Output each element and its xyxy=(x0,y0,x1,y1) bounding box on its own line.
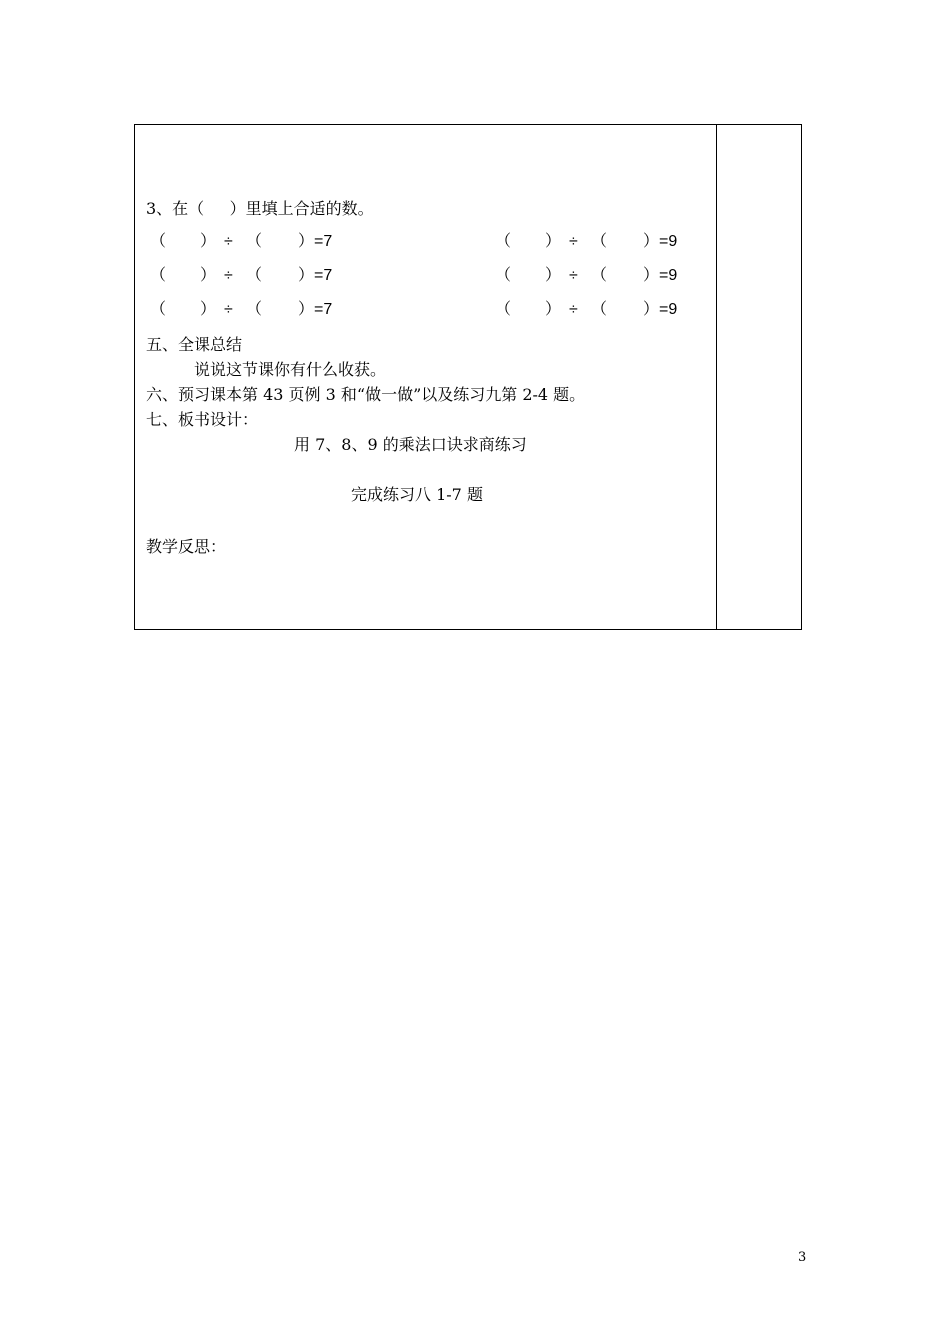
teaching-reflection-label: 教学反思： xyxy=(146,537,227,556)
equation-open-paren: （ xyxy=(495,267,512,284)
equation-left-1 xyxy=(150,232,350,252)
equation-left-3 xyxy=(150,300,350,320)
equation-result: ）=9 xyxy=(643,233,678,250)
equation-right-3 xyxy=(495,300,695,320)
section-7-title: 七、板书设计： xyxy=(146,410,259,429)
section-6-preview: 六、预习课本第 43 页例 3 和“做一做”以及练习九第 2-4 题。 xyxy=(146,385,586,404)
equation-open-paren: （ xyxy=(591,267,608,284)
table-column-divider xyxy=(716,124,717,630)
equation-close-paren: ） xyxy=(545,267,562,284)
page-number: 3 xyxy=(798,1250,807,1265)
equation-open-paren: （ xyxy=(591,301,608,318)
equation-close-paren: ） xyxy=(200,267,217,284)
equation-open-paren: （ xyxy=(495,301,512,318)
equation-close-paren: ） xyxy=(200,233,217,250)
equation-open-paren: （ xyxy=(246,233,263,250)
equation-open-paren: （ xyxy=(150,267,167,284)
section-5-title: 五、全课总结 xyxy=(146,335,243,354)
equation-right-2 xyxy=(495,266,695,286)
equation-open-paren: （ xyxy=(495,233,512,250)
equation-result: ）=7 xyxy=(298,233,333,250)
equation-open-paren: （ xyxy=(591,233,608,250)
equation-close-paren: ） xyxy=(200,301,217,318)
division-sign: ÷ xyxy=(224,301,233,318)
division-sign: ÷ xyxy=(569,267,578,284)
equation-close-paren: ） xyxy=(545,301,562,318)
equation-result: ）=7 xyxy=(298,301,333,318)
division-sign: ÷ xyxy=(569,301,578,318)
division-sign: ÷ xyxy=(569,233,578,250)
equation-close-paren: ） xyxy=(545,233,562,250)
equation-open-paren: （ xyxy=(150,233,167,250)
equation-right-1 xyxy=(495,232,695,252)
equation-result: ）=7 xyxy=(298,267,333,284)
equation-left-2 xyxy=(150,266,350,286)
division-sign: ÷ xyxy=(224,233,233,250)
section-5-body: 说说这节课你有什么收获。 xyxy=(194,360,387,379)
equation-result: ）=9 xyxy=(643,301,678,318)
question-3-heading: 3、在（ ）里填上合适的数。 xyxy=(146,199,374,218)
equation-open-paren: （ xyxy=(246,301,263,318)
equation-result: ）=9 xyxy=(643,267,678,284)
board-design-line-2: 完成练习八 1-7 题 xyxy=(351,485,483,504)
division-sign: ÷ xyxy=(224,267,233,284)
equation-open-paren: （ xyxy=(246,267,263,284)
board-design-line-1: 用 7、8、9 的乘法口诀求商练习 xyxy=(294,435,527,454)
equation-open-paren: （ xyxy=(150,301,167,318)
